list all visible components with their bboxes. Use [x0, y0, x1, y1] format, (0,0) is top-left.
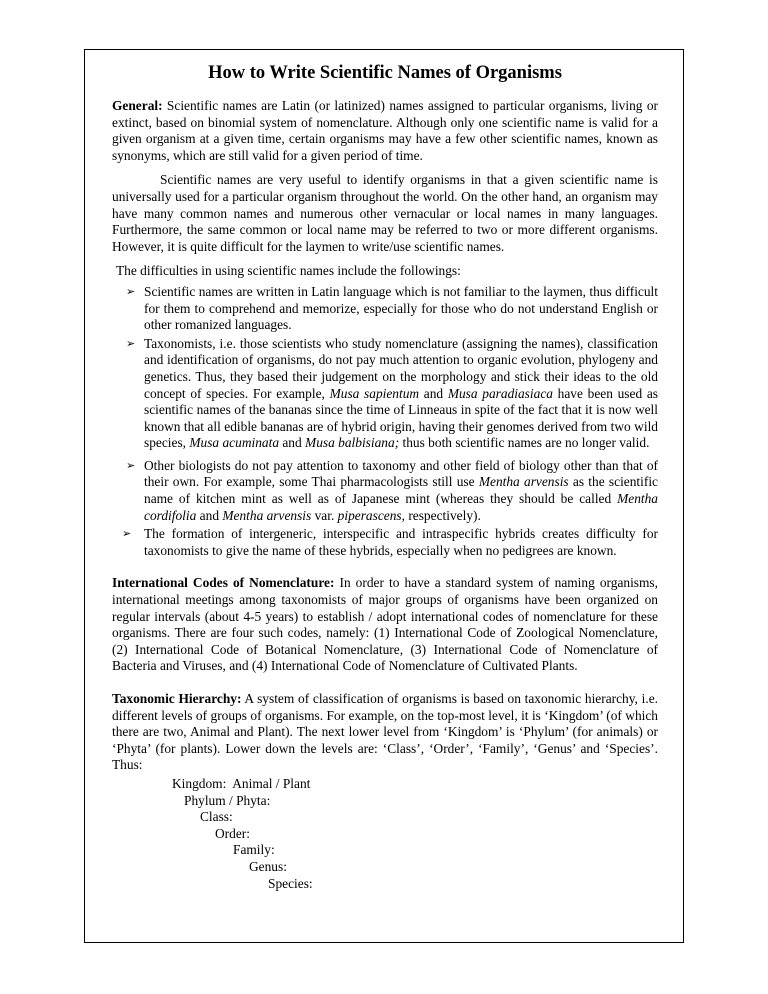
- bullet-text: Scientific names are written in Latin language which is not familiar to the laymen, thus difficult for them to comprehend and memorize, especially for those who do not understand English or other romanized languages.: [144, 283, 658, 333]
- bullet-text: have been used as scientific names of the bananas since the time of Linneaus in spite of the fact that it is now well known that all edible bananas are of hybrid origin, having their genomes derived from two wild species,: [144, 385, 658, 451]
- hierarchy-outline: [112, 776, 658, 892]
- hierarchy-paragraph: [112, 691, 658, 774]
- hierarchy-level-phylum: Phylum / Phyta:: [184, 792, 271, 808]
- bullet-text: thus both scientific names are no longer valid.: [399, 435, 650, 451]
- scientific-name: Musa acuminata: [189, 435, 280, 451]
- arrow-bullet-icon: ➢: [122, 528, 132, 541]
- hierarchy-level-class: Class:: [200, 809, 233, 825]
- scientific-name: Musa paradiasiaca: [447, 385, 553, 401]
- general-label: General:: [112, 98, 163, 113]
- codes-text: In order to have a standard system of naming organisms, international meetings among taxonomists of major groups of organisms have been organized on regular intervals (about 4-5 years) to establish / adopt international codes of nomenclature for these organisms. There are four such codes, namely: (1) International Code of Zoological Nomenclature, (2) International Code of Botanical Nomenclature, (3) International Code of Nomenclature of Bacteria and Viruses, and (4) International Code of Nomenclature of Cultivated Plants.: [112, 575, 658, 674]
- scientific-name: Musa sapientum: [329, 385, 420, 401]
- difficulties-list: [112, 284, 658, 560]
- list-item: [112, 284, 658, 334]
- list-item: [112, 336, 658, 452]
- list-item: [112, 526, 658, 559]
- codes-paragraph: [112, 575, 658, 675]
- arrow-bullet-icon: ➢: [126, 459, 136, 472]
- general-paragraph: [112, 98, 658, 164]
- scientific-name: Mentha arvensis: [478, 474, 569, 490]
- scientific-name: Musa balbisiana;: [305, 435, 400, 451]
- bullet-text: and: [419, 385, 448, 401]
- hierarchy-level-species: Species:: [268, 875, 313, 891]
- bullet-text: and: [279, 435, 306, 451]
- general-text: Scientific names are Latin (or latinized) names assigned to particular organisms, living or extinct, based on binomial system of nomenclature. Although only one scientific name is valid for a given organism at a given time, certain organisms may have a few other scientific names, known as synonyms, which are still valid for a given period of time.: [112, 98, 658, 163]
- bullet-text: and: [196, 507, 223, 523]
- scientific-name: piperascens: [337, 507, 402, 523]
- bullet-text: Other biologists do not pay attention to taxonomy and other field of biology other than that of their own. For example, some Thai pharmacologists still use: [144, 457, 658, 490]
- difficulties-intro: The difficulties in using scientific names include the followings:: [116, 263, 461, 279]
- page-title: How to Write Scientific Names of Organisms: [208, 63, 562, 83]
- hierarchy-label: Taxonomic Hierarchy:: [112, 691, 242, 706]
- hierarchy-level-kingdom: Kingdom: Animal / Plant: [172, 775, 311, 791]
- list-item: [112, 458, 658, 524]
- hierarchy-level-order: Order:: [215, 825, 250, 841]
- usefulness-paragraph: Scientific names are very useful to identify organisms in that a given scientific name is universally used for a particular organism throughout the world. On the other hand, an organism may have many common names and numerous other vernacular or local names in many languages. Furthermore, the same common or local name may be referred to two or more different organisms. However, it is quite difficult for the laymen to write/use scientific names.: [112, 172, 658, 254]
- bullet-text: Taxonomists, i.e. those scientists who study nomenclature (assigning the names), classification and identification of organisms, do not pay much attention to organic evolution, phylogeny and genetics. Thus, they based their judgement on the morphology and stick their ideas to the old concept of species. For example,: [144, 335, 658, 401]
- bullet-text: The formation of intergeneric, interspecific and intraspecific hybrids creates difficulty for taxonomists to give the name of these hybrids, especially when no pedigrees are known.: [144, 526, 658, 558]
- hierarchy-level-genus: Genus:: [249, 858, 287, 874]
- bullet-text: , respectively).: [401, 507, 481, 523]
- arrow-bullet-icon: ➢: [126, 285, 136, 298]
- document-body: [112, 60, 658, 892]
- bullet-text: as the scientific name of kitchen mint as well as of Japanese mint (whereas they should be called: [144, 474, 659, 507]
- codes-label: International Codes of Nomenclature:: [112, 575, 335, 591]
- scientific-name: Mentha cordifolia: [144, 491, 658, 523]
- arrow-bullet-icon: ➢: [126, 337, 136, 350]
- hierarchy-level-family: Family:: [233, 842, 275, 858]
- bullet-text: var.: [311, 507, 338, 523]
- hierarchy-text: A system of classification of organisms is based on taxonomic hierarchy, i.e. different levels of groups of organisms. For example, on the top-most level, it is ‘Kingdom’ (of which there are two, Animal and Plant). The next lower level from ‘Kingdom’ is ‘Phylum’ (for animals) or ‘Phyta’ (for plants). Lower down the levels are: ‘Class’, ‘Order’, ‘Family’, ‘Genus’ and ‘Species’. Thus:: [112, 691, 658, 773]
- scientific-name: Mentha arvensis: [222, 507, 312, 523]
